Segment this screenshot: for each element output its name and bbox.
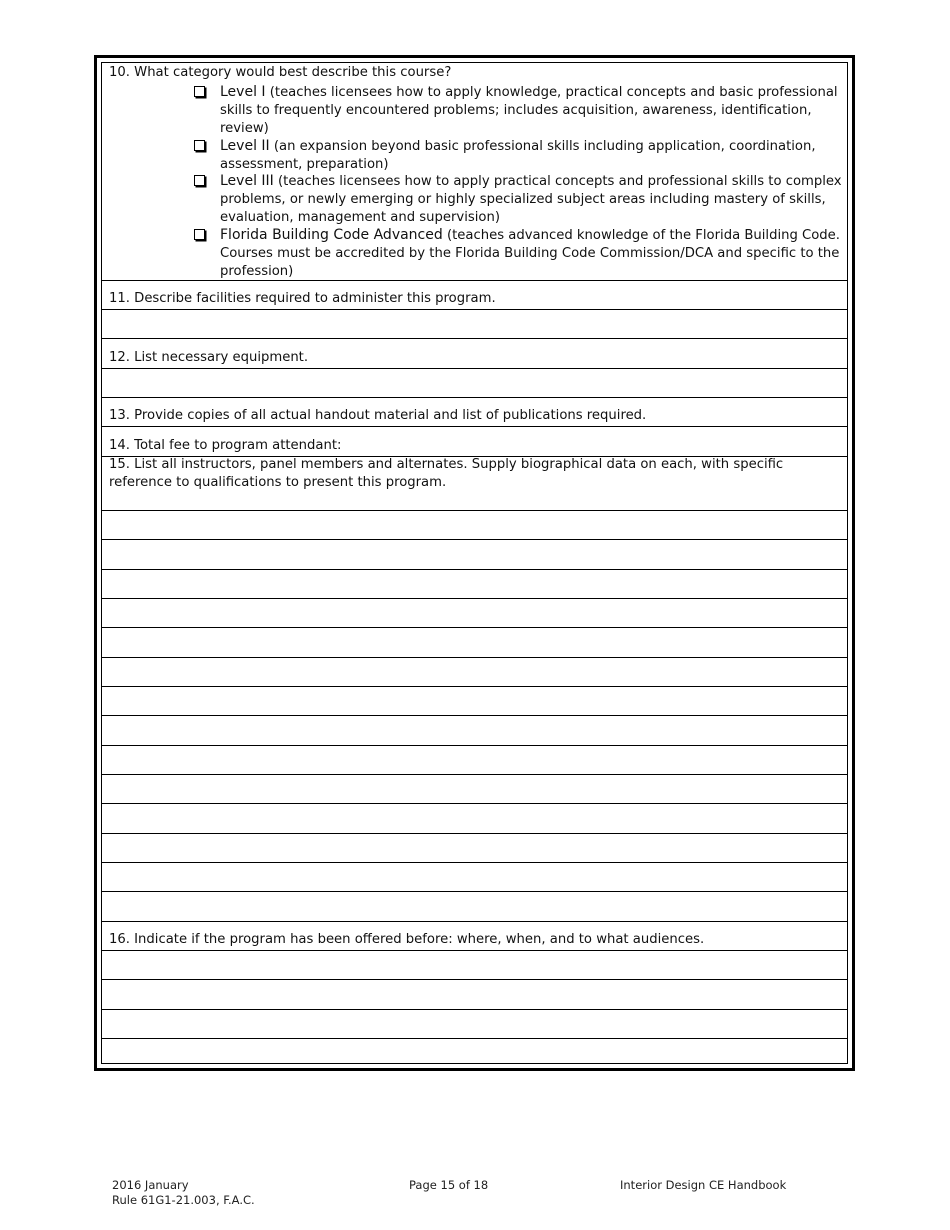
q10-row [102,63,847,280]
answer-line[interactable] [102,715,847,745]
answer-line[interactable] [102,657,847,686]
answer-line[interactable] [102,309,847,338]
checkbox-icon[interactable] [194,140,205,151]
answer-line[interactable] [102,950,847,979]
option-desc: (teaches licensees how to apply knowledge, practical concepts and basic professional skills to frequently encountered problems; includes acquisition, awareness, identification, review) [220,85,838,136]
option-name: Level III [220,173,274,189]
answer-line[interactable] [102,510,847,539]
checkbox-icon[interactable] [194,86,205,97]
q12-row [102,338,847,368]
q10-question: 10. What category would best describe this course? [109,65,452,80]
q11-question: 11. Describe facilities required to administer this program. [109,291,496,306]
answer-line[interactable] [102,891,847,921]
footer-document-title: Interior Design CE Handbook [620,1178,787,1192]
answer-line[interactable] [102,368,847,397]
q14-row[interactable] [102,426,847,456]
option-desc: (teaches licensees how to apply practical concepts and professional skills to complex problems, or newly emerging or highly specialized subject areas including mastery of skills, evaluation, management and supervision) [220,174,842,225]
q11-row [102,280,847,309]
answer-line[interactable] [102,686,847,715]
q15-question: 15. List all instructors, panel members and alternates. Supply biographical data on each, with specific reference to qualifications to present this program. [109,457,784,490]
q12-question: 12. List necessary equipment. [109,350,309,365]
answer-line[interactable] [102,862,847,891]
footer-page-number: Page 15 of 18 [409,1178,489,1192]
q13-row [102,397,847,426]
answer-line[interactable] [102,598,847,627]
footer-rule: Rule 61G1-21.003, F.A.C. [112,1193,255,1207]
form-table [101,62,848,1064]
footer-date: 2016 January [112,1178,189,1192]
option-name: Florida Building Code Advanced [220,227,443,243]
answer-line[interactable] [102,569,847,598]
answer-line[interactable] [102,627,847,657]
q16-row [102,921,847,950]
answer-line[interactable] [102,774,847,803]
option-name: Level II [220,138,270,154]
answer-line[interactable] [102,1009,847,1038]
option-desc: (teaches advanced knowledge of the Florida Building Code. Courses must be accredited by the Florida Building Code Commission/DCA and specific to the profession) [220,228,840,279]
option-desc: (an expansion beyond basic professional skills including application, coordination, assessment, preparation) [220,139,816,172]
answer-line[interactable] [102,539,847,569]
answer-line[interactable] [102,803,847,833]
answer-line[interactable] [102,1038,847,1063]
q13-question: 13. Provide copies of all actual handout material and list of publications required. [109,408,647,423]
q15-row [102,456,847,510]
checkbox-icon[interactable] [194,229,205,240]
option-name: Level I [220,84,266,100]
form-frame [94,55,855,1071]
answer-line[interactable] [102,979,847,1009]
q14-question: 14. Total fee to program attendant: [109,438,342,453]
answer-line[interactable] [102,745,847,774]
answer-line[interactable] [102,833,847,862]
checkbox-icon[interactable] [194,175,205,186]
q16-question: 16. Indicate if the program has been offered before: where, when, and to what audiences. [109,932,705,947]
